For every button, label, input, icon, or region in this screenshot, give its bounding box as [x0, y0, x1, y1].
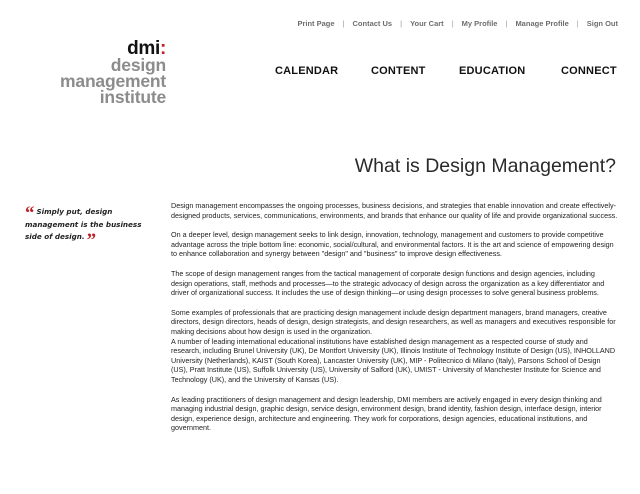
paragraph-scope: The scope of design management ranges from the tactical management of corporate design functions and design agencies, including design operations, staff, methods and processes—to the strategic advocacy of design across the organization as a key differentiator and driver of organizational success. It includes the use of design thinking—or using design processes to solve general business problems. [171, 268, 605, 298]
nav-content[interactable]: CONTENT [371, 65, 426, 77]
logo-line-management: management [60, 71, 166, 91]
your-cart-link[interactable]: Your Cart [410, 19, 444, 28]
utility-nav-separator: | [451, 19, 454, 28]
logo-brand-text: dmi [127, 38, 160, 59]
paragraph-deeper-level: On a deeper level, design management seeks to link design, innovation, technology, management and customers to provide competitive advantage across the triple bottom line: economic, social/cultural, and environmental factors. It is the art and science of empowering design to enhance collaboration and synergy between "design" and "business" to improve design effectiveness. [171, 230, 614, 259]
dmi-logo[interactable] [38, 38, 166, 107]
pull-quote-text: Simply put, design management is the business side of design. [25, 207, 142, 241]
logo-line-design: design [110, 55, 166, 75]
paragraph-institutions: A number of leading international educational institutions have established design management as a respected course of study and research, including Brunel University (UK), De Montfort University (UK), Illinois Institute of Technology Institute of Design (US), INHOLLAND University (Netherlands), KAIST (South Korea), Lancaster University (UK), MIP - Politecnico di Milano (Italy), Parsons School of Design (US), Pratt Institute (US), Suffolk University (US), University of Salford (UK), UMIST - University of Manchester Institute for Science and Technology (UK), and the University of Kansas (US). [171, 336, 616, 384]
logo-colon: : [159, 38, 166, 59]
utility-nav-separator: | [505, 19, 508, 28]
nav-calendar[interactable]: CALENDAR [275, 65, 339, 77]
manage-profile-link[interactable]: Manage Profile [515, 19, 569, 28]
contact-us-link[interactable]: Contact Us [352, 19, 393, 28]
main-nav [275, 65, 618, 79]
logo-line-institute: institute [99, 87, 166, 107]
pull-quote [25, 203, 147, 251]
utility-nav-separator: | [400, 19, 403, 28]
article-body [171, 201, 618, 433]
print-page-link[interactable]: Print Page [297, 19, 335, 28]
nav-education[interactable]: EDUCATION [459, 65, 526, 77]
close-quote-mark: ” [86, 229, 97, 251]
paragraph-definition: Design management encompasses the ongoing processes, business decisions, and strategies that enable innovation and create effectively-designed products, services, communications, environments, and brands that enhance our quality of life and provide organizational success. [171, 201, 618, 220]
page-title: What is Design Management? [354, 155, 616, 178]
paragraph-practitioners: As leading practitioners of design management and design leadership, DMI members are actively engaged in every design thinking and managing industrial design, graphic design, service design, environment design, brand identity, fashion design, interface design, interior design, experience design, architecture and engineering. They work for corporations, design agencies, educational institutions, and government. [171, 394, 602, 433]
my-profile-link[interactable]: My Profile [461, 19, 498, 28]
nav-connect[interactable]: CONNECT [561, 65, 617, 77]
utility-nav [297, 19, 618, 28]
utility-nav-separator: | [342, 19, 345, 28]
paragraph-examples: Some examples of professionals that are practicing design management include design department managers, brand managers, creative directors, design directors, heads of design, design strategists, and design researchers, as well as managers and executives responsible for making decisions about how design is used in the organization. [171, 307, 616, 336]
open-quote-mark: “ [25, 203, 35, 224]
sign-out-link[interactable]: Sign Out [586, 19, 618, 28]
utility-nav-separator: | [576, 19, 579, 28]
